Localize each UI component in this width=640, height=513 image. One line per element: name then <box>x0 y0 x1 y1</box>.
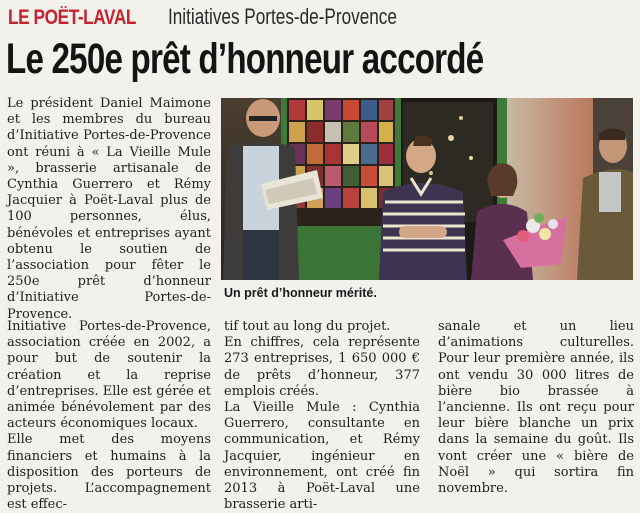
section-rubric <box>8 4 461 32</box>
body-column-3 <box>438 319 634 497</box>
location-label: LE POËT-LAVAL <box>8 6 136 29</box>
body-column-1 <box>7 319 211 513</box>
paragraph: sanale et un lieu d’animations culturelles. Pour leur première année, ils ont vendu 30 000 litres de bière bio brassée à l’ancienne. Ils ont reçu pour leur bière blanche un prix dans la semaine du goût. Ils vont créer une « bière de Noël » qui sortira fin novembre. <box>438 319 634 497</box>
paragraph: Initiative Portes-de-Provence, association créée en 2002, a pour but de soutenir la création et la reprise d’entreprises. Elle est gérée et animée bénévolement par des acteurs économiques locaux. <box>7 319 211 432</box>
headline: Le 250e prêt d’honneur accordé <box>6 35 484 83</box>
paragraph: La Vieille Mule : Cynthia Guerrero, consultante en communication, et Rémy Jacquier, ingénieur en environnement, ont créé fin 2013 à Poët-Laval une brasserie arti- <box>224 400 420 513</box>
paragraph: Elle met des moyens financiers et humains à la disposition des porteurs de projets. L’accompagnement est effec- <box>7 432 211 513</box>
paragraph: En chiffres, cela représente 273 entreprises, 1 650 000 € de prêts d’honneur, 377 emplois créés. <box>224 335 420 399</box>
section-label: Initiatives Portes-de-Provence <box>168 4 397 29</box>
intro-text: Le président Daniel Maimone et les membres du bureau d’Initiative Portes-de-Provence ont réuni à « La Vieille Mule », brasserie artisanale de Cynthia Guerrero et Rémy Jacquier à Poët-Laval plus de 100 personnes, élus, bénévoles et entreprises ayant obtenu le soutien de l’association pour fêter le 250e prêt d’honneur d’Initiative Portes-de-Provence. <box>7 96 211 322</box>
article-photo <box>221 98 633 280</box>
photo-caption: Un prêt d’honneur mérité. <box>224 286 377 300</box>
intro-paragraph <box>7 96 211 323</box>
paragraph: tif tout au long du projet. <box>224 319 391 334</box>
body-column-2 <box>224 319 420 513</box>
photo-illustration <box>221 98 633 280</box>
